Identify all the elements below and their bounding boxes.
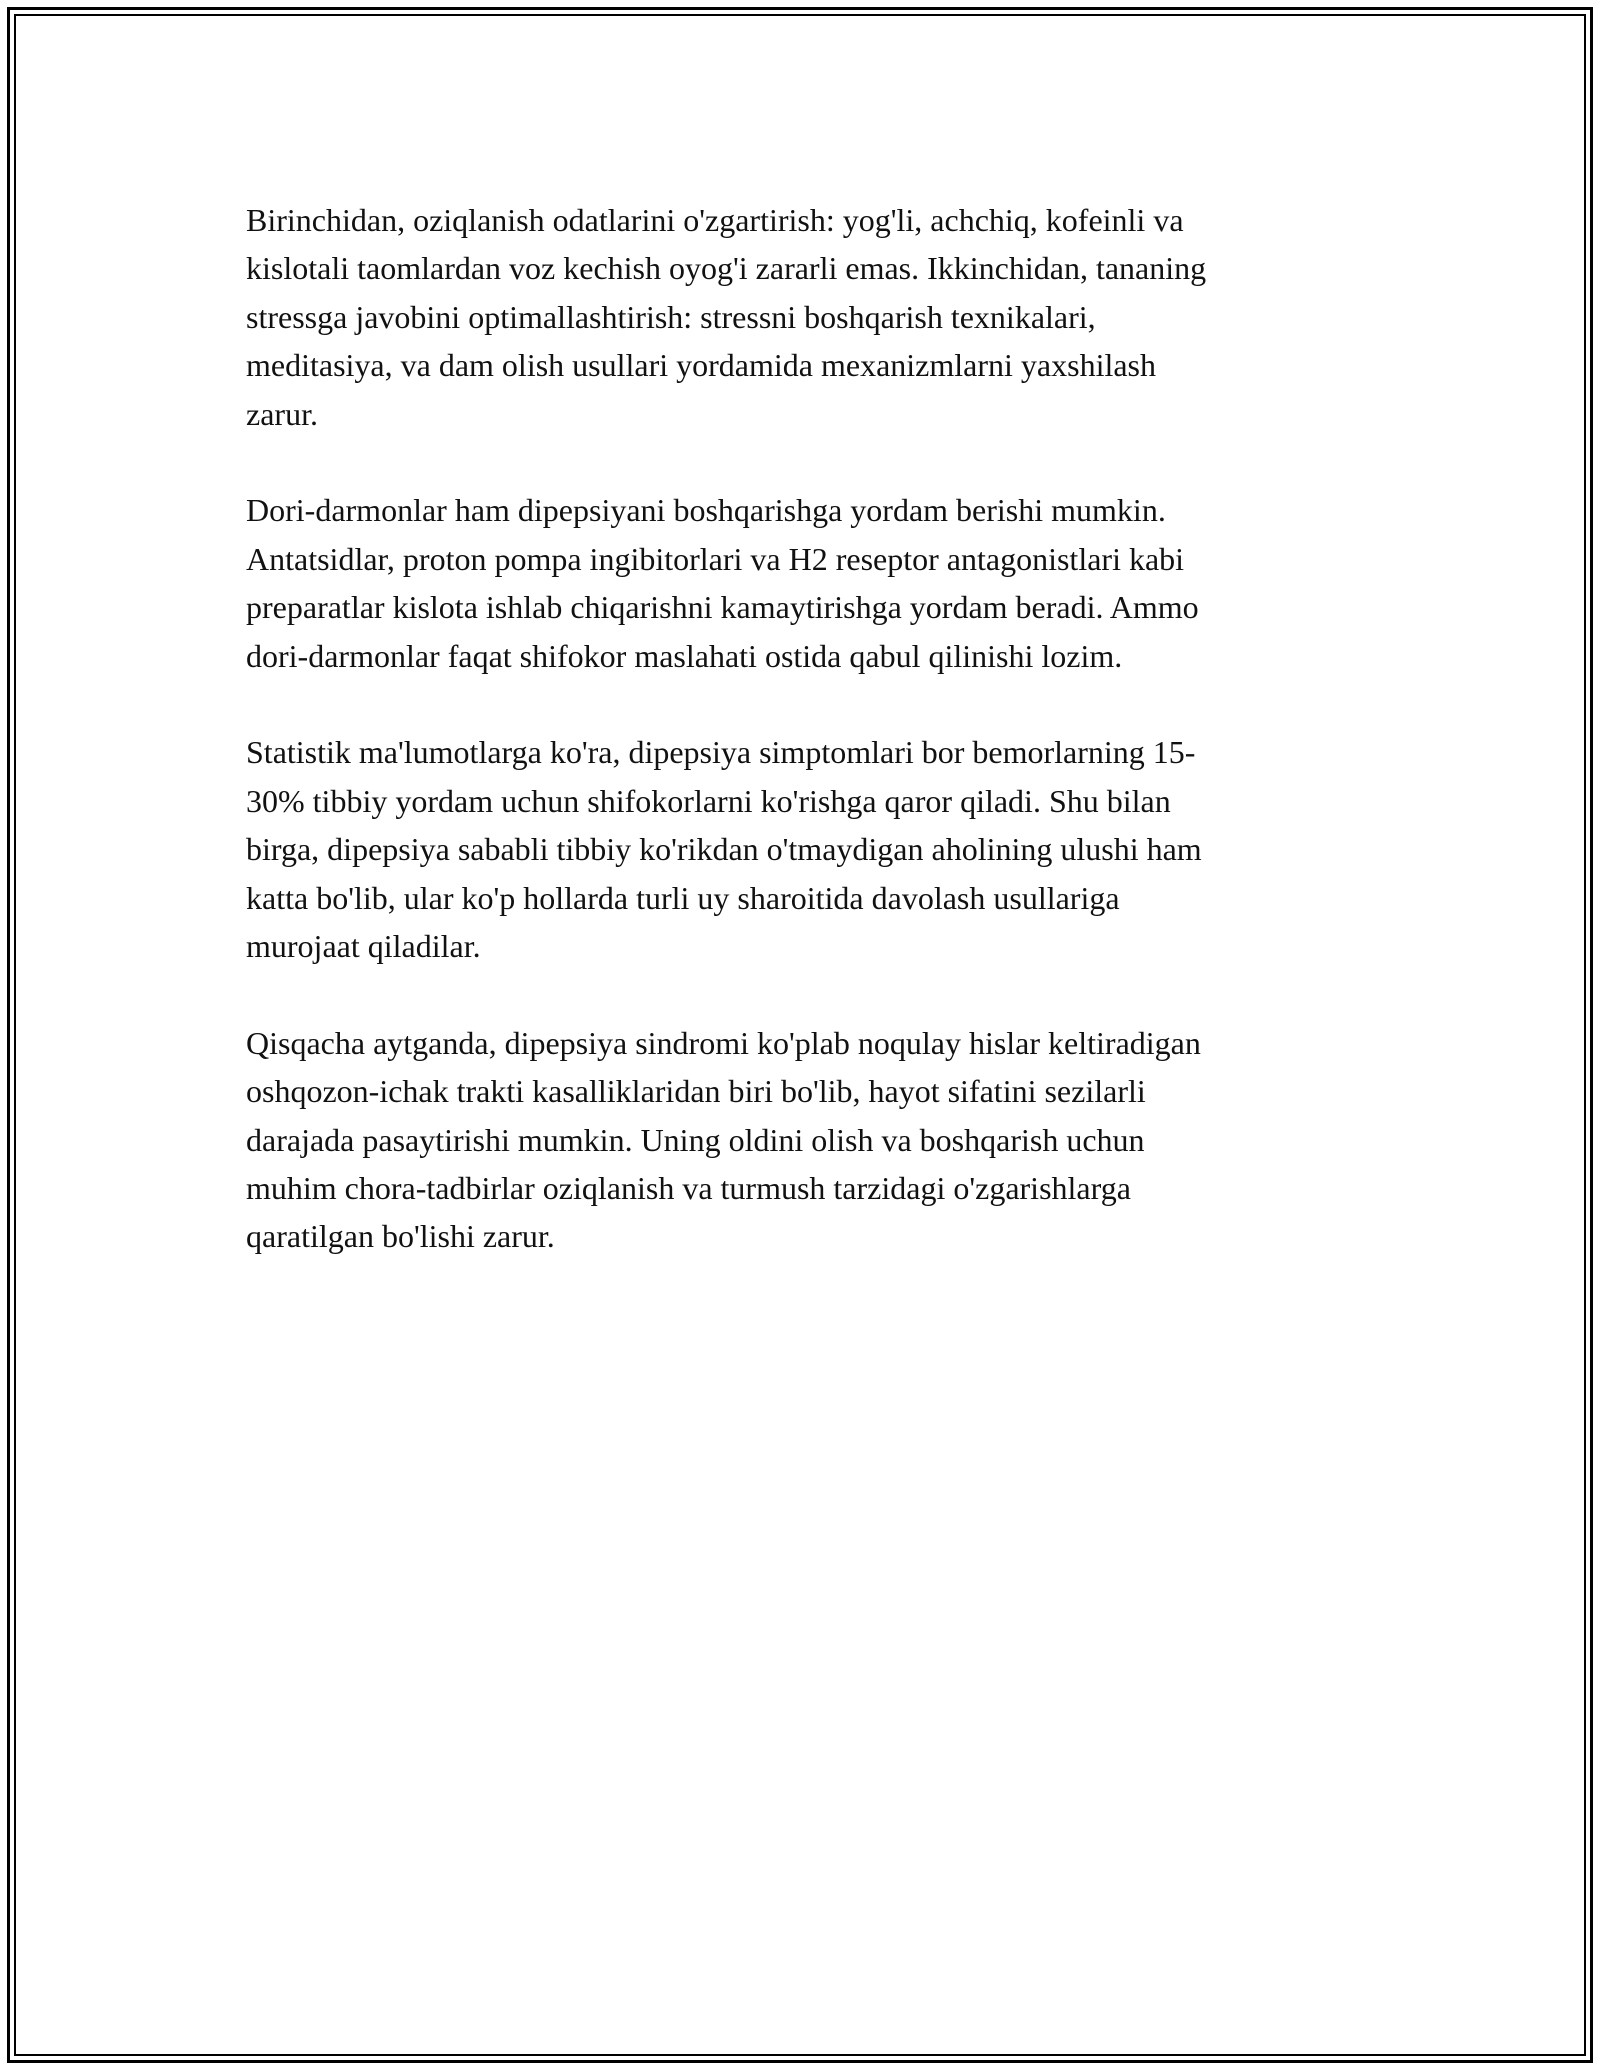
page-frame	[7, 7, 1593, 2063]
text-line: Antatsidlar, proton pompa ingibitorlari va H2 reseptor antagonistlari kabi	[246, 540, 1185, 577]
text-line: meditasiya, va dam olish usullari yordamida mexanizmlarni yaxshilash	[246, 347, 1156, 384]
text-line: darajada pasaytirishi mumkin. Uning oldini olish va boshqarish uchun	[246, 1121, 1145, 1158]
text-line: Statistik ma'lumotlarga ko'ra, dipepsiya simptomlari bor bemorlarning 15-	[246, 734, 1196, 771]
text-line: Qisqacha aytganda, dipepsiya sindromi ko'plab noqulay hislar keltiradigan	[246, 1024, 1201, 1061]
text-line: zarur.	[246, 395, 318, 432]
paragraph-2	[246, 486, 1366, 680]
paragraph-4	[246, 1019, 1366, 1261]
document-body	[246, 196, 1366, 1309]
text-line: 30% tibbiy yordam uchun shifokorlarni ko'rishga qaror qiladi. Shu bilan	[246, 782, 1171, 819]
text-line: katta bo'lib, ular ko'p hollarda turli uy sharoitida davolash usullariga	[246, 879, 1120, 916]
paragraph-1	[246, 196, 1366, 438]
text-line: preparatlar kislota ishlab chiqarishni kamaytirishga yordam beradi. Ammo	[246, 589, 1199, 626]
text-line: qaratilgan bo'lishi zarur.	[246, 1218, 555, 1255]
text-line: muhim chora-tadbirlar oziqlanish va turmush tarzidagi o'zgarishlarga	[246, 1170, 1131, 1207]
text-line: dori-darmonlar faqat shifokor maslahati ostida qabul qilinishi lozim.	[246, 637, 1123, 674]
paragraph-3	[246, 728, 1366, 970]
text-line: stressga javobini optimallashtirish: stressni boshqarish texnikalari,	[246, 298, 1096, 335]
text-line: Birinchidan, oziqlanish odatlarini o'zgartirish: yog'li, achchiq, kofeinli va	[246, 202, 1184, 238]
text-line: Dori-darmonlar ham dipepsiyani boshqarishga yordam berishi mumkin.	[246, 492, 1166, 529]
text-line: birga, dipepsiya sababli tibbiy ko'rikdan o'tmaydigan aholining ulushi ham	[246, 831, 1202, 868]
text-line: kislotali taomlardan voz kechish oyog'i zararli emas. Ikkinchidan, tananing	[246, 250, 1207, 287]
text-line: murojaat qiladilar.	[246, 928, 481, 965]
text-line: oshqozon-ichak trakti kasalliklaridan biri bo'lib, hayot sifatini sezilarli	[246, 1073, 1146, 1110]
